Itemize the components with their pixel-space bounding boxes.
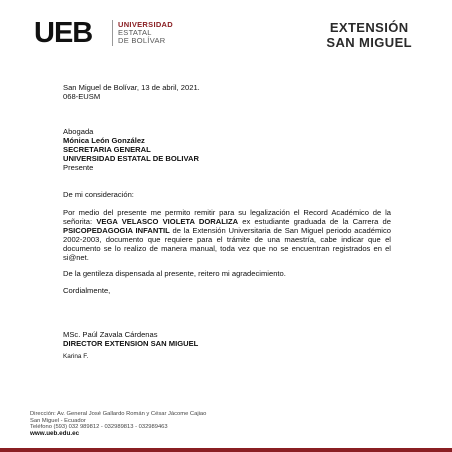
career-name: PSICOPEDAGOGIA INFANTIL (63, 226, 170, 235)
body-part-1: Por medio del presente me permito remitir para su legalización el Record Académico de la señorita: (63, 208, 391, 226)
place-date: San Miguel de Bolívar, 13 de abril, 2021. (63, 83, 200, 92)
footer-address-2: San Miguel - Ecuador (30, 417, 86, 424)
student-name: VEGA VELASCO VIOLETA DORALIZA (96, 217, 239, 226)
logo-line-2: ESTATAL (118, 28, 152, 37)
body-paragraph (63, 208, 391, 262)
recipient-name: Mónica León González (63, 136, 145, 145)
body-part-3: de la Extensión Universitaria de San Miguel periodo académico 2002-2003, documento que requiere para el trámite de una maestría, cabe indicar que el documento se lo realizo de manera manual, toda vez que no se encuentran registrados en el si@net. (63, 226, 391, 262)
date-block (63, 83, 391, 101)
logo-institution-name (118, 21, 173, 45)
greeting: De mi consideración: (63, 190, 134, 199)
footer-bar (0, 448, 452, 452)
reference-number: 068-EUSM (63, 92, 101, 101)
extension-line-1: EXTENSIÓN (329, 20, 409, 35)
recipient-presente: Presente (63, 163, 94, 172)
logo-line-1: UNIVERSIDAD (118, 20, 173, 29)
signatory-block (63, 330, 391, 348)
logo-ueb-text: UEB (34, 17, 93, 49)
footer (30, 411, 206, 437)
footer-address-1: Dirección: Av. General José Gallardo Román y César Jácome Cajiao (30, 411, 207, 417)
extension-line-2: SAN MIGUEL (326, 35, 412, 50)
logo-separator (112, 20, 113, 46)
recipient-title: Abogada (63, 127, 94, 136)
recipient-block (63, 127, 391, 172)
logo-line-3: DE BOLÍVAR (118, 36, 166, 45)
recipient-position: SECRETARIA GENERAL (63, 145, 151, 154)
typist-initials: Karina F. (63, 353, 89, 360)
footer-website: www.ueb.edu.ec (30, 429, 80, 437)
closing-line: Cordialmente, (63, 286, 111, 295)
extension-heading (326, 20, 412, 50)
signatory-position: DIRECTOR EXTENSION SAN MIGUEL (63, 339, 199, 348)
recipient-institution: UNIVERSIDAD ESTATAL DE BOLIVAR (63, 154, 199, 163)
body-part-2: ex estudiante graduada de la Carrera de (238, 217, 391, 226)
thanks-line: De la gentileza dispensada al presente, reitero mi agradecimiento. (63, 269, 286, 278)
signatory-name: MSc. Paúl Zavala Cárdenas (63, 330, 158, 339)
footer-phone: Teléfono (593) 032 989812 - 032989813 - 032989463 (30, 424, 168, 431)
